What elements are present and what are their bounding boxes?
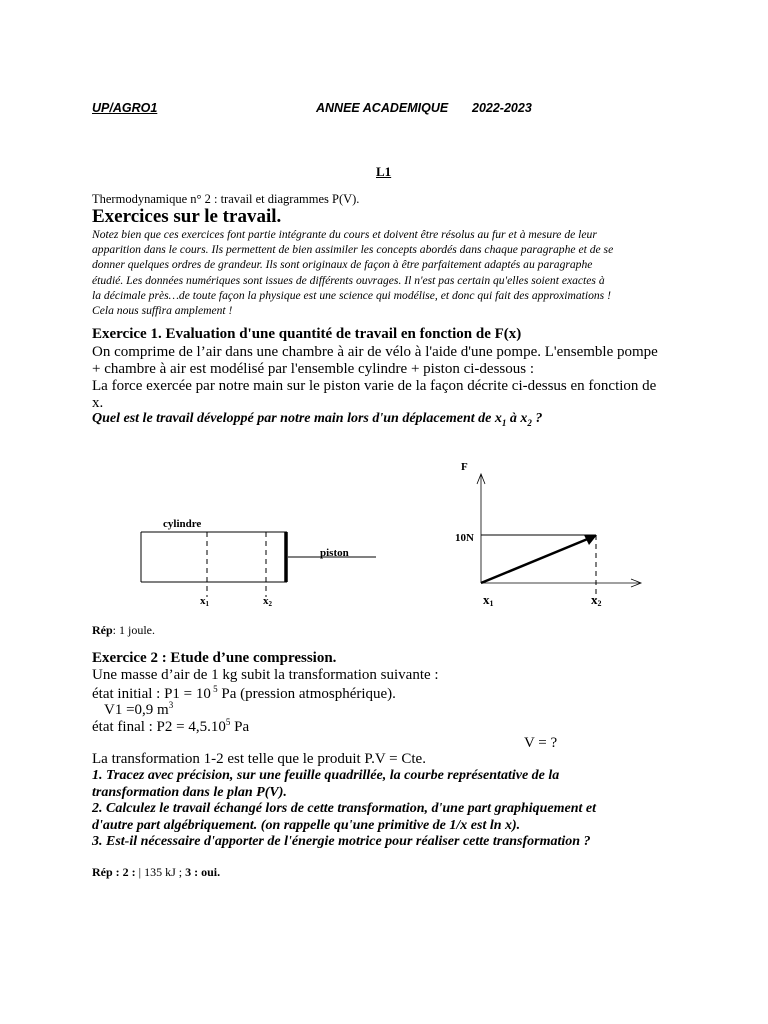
ex1-answer — [92, 623, 155, 638]
ex1-answer-text: : 1 joule. — [112, 623, 155, 637]
fig2-x1-label: x1 — [483, 592, 494, 608]
ex2-question: transformation dans le plan P(V). — [92, 785, 287, 800]
ex2-question: 1. Tracez avec précision, sur une feuille quadrillée, la courbe représentative de la — [92, 768, 560, 783]
ex2-line1: Une masse d’air de 1 kg subit la transformation suivante : — [92, 667, 439, 683]
ex2-final-state — [92, 717, 249, 736]
note-line: Notez bien que ces exercices font partie intégrante du cours et doivent être résolus au fur et à mesure de leur — [92, 228, 597, 241]
ex2-initial-exp: 5 — [210, 684, 218, 694]
note-line: étudié. Les données numériques sont issues de différents ouvrages. Il n'est pas certain qu'elles soient exactes à — [92, 273, 605, 287]
ex1-line: x. — [92, 395, 104, 411]
ex2-final-text: état final : P2 = 4,5.10 — [92, 719, 226, 735]
ex2-answer — [92, 865, 220, 880]
ex2-v1-exp: 3 — [168, 700, 174, 710]
ex1-line: + chambre à air est modélisé par l'ensemble cylindre + piston ci-dessous : — [92, 361, 534, 377]
header-institution: UP/AGRO1 — [92, 101, 158, 115]
ex2-initial-text: état initial : P1 = 10 — [92, 686, 211, 702]
ex1-question-sub1: 1 — [501, 417, 507, 428]
header-year: 2022-2023 — [472, 101, 532, 115]
fig1-x1-label: x1 — [200, 595, 209, 608]
ex1-question-sub2: 2 — [527, 417, 532, 428]
ex1-question-text: Quel est le travail développé par notre main lors d'un déplacement de x — [92, 411, 502, 426]
ex1-question-end: ? — [531, 411, 543, 426]
f-tick-label: 10N — [455, 532, 474, 544]
ex1-line: On comprime de l’air dans une chambre à air de vélo à l'aide d'une pompe. L'ensemble pompe — [92, 344, 658, 360]
ex2-answer-label: Rép : 2 : — [92, 865, 139, 879]
ex2-v1-text: V1 =0,9 m — [104, 702, 169, 718]
force-line — [481, 538, 590, 583]
fig2-x2-label: x2 — [591, 592, 602, 608]
note-line: donner quelques ordres de grandeur. Ils sont originaux de façon à être parfaitement adaptés au paragraphe — [92, 258, 593, 272]
header-academic-year-label: ANNEE ACADEMIQUE — [316, 101, 449, 115]
ex2-title: Exercice 2 : Etude d’une compression. — [92, 650, 337, 666]
ex2-answer-q3: 3 : oui. — [185, 865, 221, 879]
ex2-v2: V = ? — [524, 735, 558, 751]
fig1-x2-label: x2 — [263, 595, 272, 608]
ex2-question: 3. Est-il nécessaire d'apporter de l'énergie motrice pour réaliser cette transformation ? — [92, 834, 591, 849]
ex1-question-mid: à x — [506, 411, 528, 426]
cylinder-label: cylindre — [163, 518, 202, 530]
ex2-answer-value: | 135 kJ ; — [138, 865, 186, 879]
f-axis-label: F — [461, 461, 468, 473]
ex2-final-post: Pa — [230, 719, 250, 735]
level-label: L1 — [376, 164, 392, 179]
note-line: apparition dans le cours. Ils permettent de bien assimiler les concepts abordés dans chaque paragraphe et de se — [92, 243, 614, 257]
note-line: la décimale près…de toute façon la physique est une science qui modélise, et donc qui fait des approximations ! — [92, 288, 611, 302]
ex2-question: d'autre part algébriquement. (on rappelle qu'une primitive de 1/x est ln x). — [92, 818, 521, 833]
ex2-initial-post: Pa (pression atmosphérique). — [217, 686, 396, 702]
page-title: Exercices sur le travail. — [92, 206, 282, 227]
ex2-question: 2. Calculez le travail échangé lors de cette transformation, d'une part graphiquement et — [92, 801, 597, 816]
ex1-title: Exercice 1. Evaluation d'une quantité de travail en fonction de F(x) — [92, 326, 522, 342]
ex2-final-exp: 5 — [225, 717, 231, 727]
ex1-answer-label: Rép — [92, 623, 113, 637]
course-subtitle: Thermodynamique n° 2 : travail et diagrammes P(V). — [92, 192, 360, 206]
ex2-cte: La transformation 1-2 est telle que le produit P.V = Cte. — [92, 751, 426, 767]
note-line: Cela nous suffira amplement ! — [92, 304, 233, 318]
piston-label: piston — [320, 547, 349, 559]
ex1-line: La force exercée par notre main sur le piston varie de la façon décrite ci-dessus en fonction de — [92, 378, 657, 394]
